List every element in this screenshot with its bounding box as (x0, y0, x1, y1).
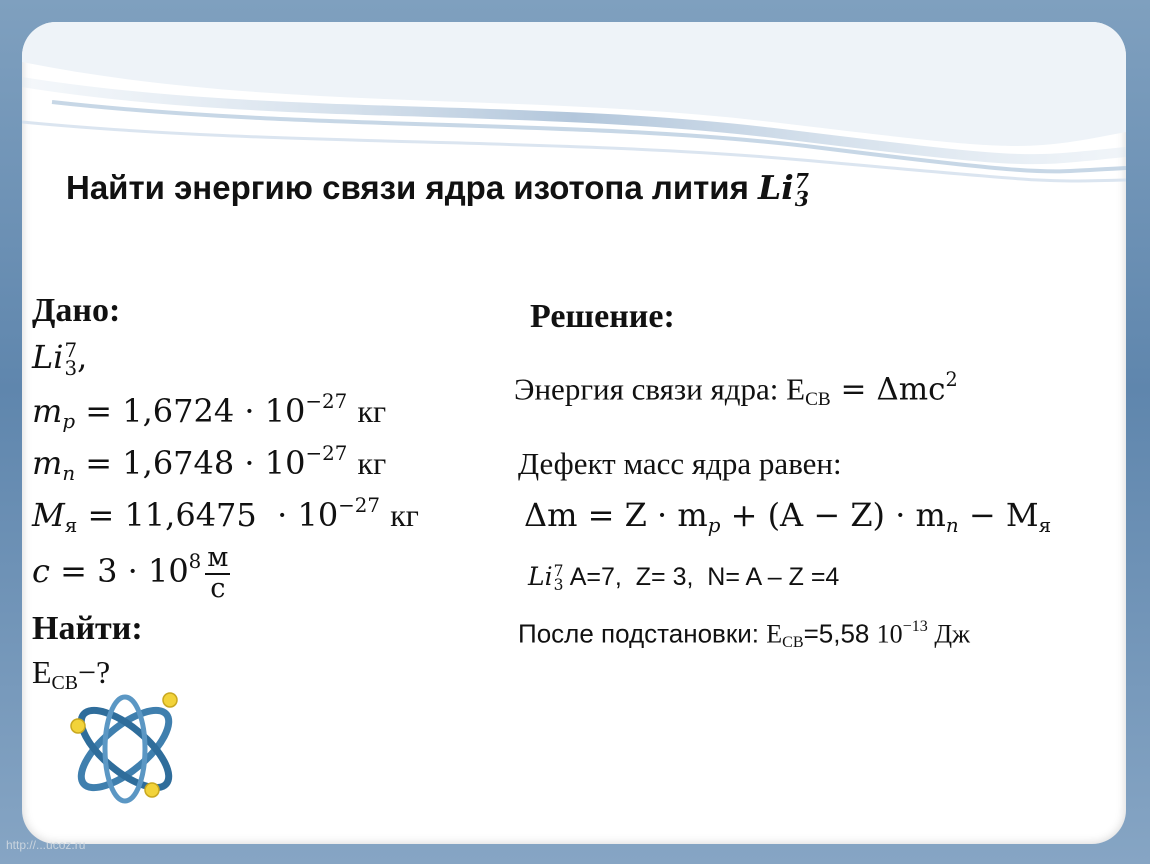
given-isotope: Li 7 3 , (32, 338, 88, 380)
isotope-indices: 7 3 (794, 168, 809, 212)
find-target: $E_{СВ}-$? (32, 654, 111, 694)
slide-card (22, 22, 1126, 844)
isotope-values: Li 7 3 A=7, Z= 3, N= A – Z =4 (528, 562, 840, 595)
substitution-result: После подстановки: $E_{СВ}=5,58$ $10^{-13}$ Дж (518, 618, 971, 652)
given-nucleus-mass: $M_я = 11,6475 \cdot 10^{-27}$ кг (32, 494, 419, 537)
slide-title: Найти энергию связи ядра изотопа лития Li 7 3 (66, 168, 809, 212)
given-neutron-mass: $m_n = 1,6748 \cdot 10^{-27}$ кг (32, 442, 387, 485)
watermark-text: http://...ucoz.ru (6, 838, 86, 852)
given-heading: Дано: (32, 292, 121, 329)
mass-defect-formula: $\Delta m = Z \cdot m_p + (A - Z) \cdot m_n - M_я$ (524, 496, 1052, 537)
find-heading: Найти: (32, 610, 143, 647)
isotope-symbol: Li (758, 168, 794, 207)
solution-heading: Решение: (530, 298, 675, 335)
given-proton-mass: $m_p = 1,6724 \cdot 10^{-27}$ кг (32, 390, 387, 433)
binding-energy-formula: Энергия связи ядра: $E_{СВ} = \Delta mc^2$ (514, 368, 958, 411)
given-light-speed: $c = 3 \cdot 10^8$ $\frac{м}{с}$ (32, 542, 229, 604)
atom-icon (66, 690, 184, 808)
speed-unit-fraction: $\frac{м}{с}$ (207, 542, 229, 604)
mass-defect-label: Дефект масс ядра равен: (518, 446, 842, 481)
